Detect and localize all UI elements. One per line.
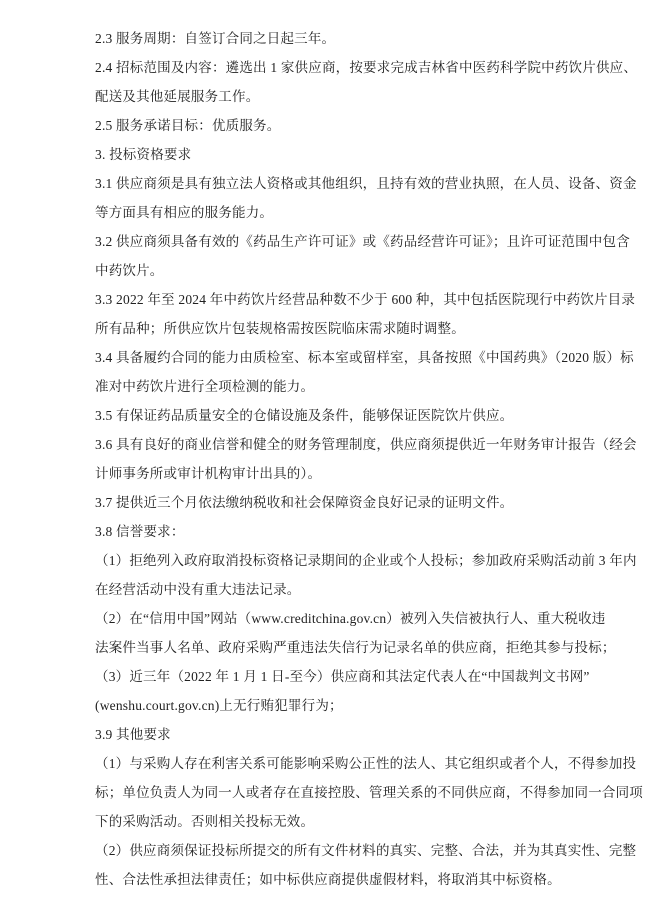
text-line: 性、合法性承担法律责任；如中标供应商提供虚假材料，将取消其中标资格。 xyxy=(95,872,561,887)
text-line: 准对中药饮片进行全项检测的能力。 xyxy=(95,379,315,394)
text-line: 所有品种；所供应饮片包装规格需按医院临床需求随时调整。 xyxy=(95,321,465,336)
paragraph-clause-3-6 xyxy=(95,430,640,488)
paragraph-clause-3-1 xyxy=(95,169,640,227)
paragraph-clause-3-7 xyxy=(95,488,640,517)
text-line: 3.5 有保证药品质量安全的仓储设施及条件，能够保证医院饮片供应。 xyxy=(95,408,514,423)
text-line: 2.3 服务周期：自签订合同之日起三年。 xyxy=(95,31,336,46)
text-line: 中药饮片。 xyxy=(95,263,164,278)
text-line: 配送及其他延展服务工作。 xyxy=(95,89,260,104)
text-line: （2）供应商须保证投标所提交的所有文件材料的真实、完整、合法，并为其真实性、完整 xyxy=(95,843,637,858)
paragraph-clause-3-5 xyxy=(95,401,640,430)
paragraph-clause-3-8-item-1 xyxy=(95,546,640,604)
text-line: 3.3 2022 年至 2024 年中药饮片经营品种数不少于 600 种，其中包括医院现行中药饮片目录 xyxy=(95,292,636,307)
paragraph-clause-2-5 xyxy=(95,111,640,140)
paragraph-clause-3-9-item-2 xyxy=(95,836,640,894)
text-line: 法案件当事人名单、政府采购严重违法失信行为记录名单的供应商，拒绝其参与投标； xyxy=(95,640,616,655)
paragraph-clause-3-9-item-1 xyxy=(95,749,643,836)
text-line: 3. 投标资格要求 xyxy=(95,147,192,162)
text-line: 3.4 具备履约合同的能力由质检室、标本室或留样室，具备按照《中国药典》（2020 版）标 xyxy=(95,350,634,365)
text-line: 标；单位负责人为同一人或者存在直接控股、管理关系的不同供应商，不得参加同一合同项 xyxy=(95,785,643,800)
paragraph-clause-3-8-item-2 xyxy=(95,604,640,662)
text-line: 下的采购活动。否则相关投标无效。 xyxy=(95,814,315,829)
text-line: 3.8 信誉要求： xyxy=(95,524,185,539)
text-line: 3.1 供应商须是具有独立法人资格或其他组织，且持有效的营业执照，在人员、设备、资金 xyxy=(95,176,637,191)
text-line: 2.4 招标范围及内容：遴选出 1 家供应商，按要求完成吉林省中医药科学院中药饮片供应、 xyxy=(95,60,638,75)
document-content xyxy=(95,24,643,894)
text-line: （2）在“信用中国”网站（www.creditchina.gov.cn）被列入失信被执行人、重大税收违 xyxy=(95,611,606,626)
paragraph-clause-3-8-heading xyxy=(95,517,640,546)
text-line: 计师事务所或审计机构审计出具的）。 xyxy=(95,466,322,481)
paragraph-clause-3-3 xyxy=(95,285,640,343)
paragraph-clause-3-2 xyxy=(95,227,640,285)
text-line: （1）拒绝列入政府取消投标资格记录期间的企业或个人投标；参加政府采购活动前 3 年内 xyxy=(95,553,637,568)
text-line: 2.5 服务承诺目标：优质服务。 xyxy=(95,118,281,133)
text-line: 3.6 具有良好的商业信誉和健全的财务管理制度，供应商须提供近一年财务审计报告（经会 xyxy=(95,437,637,452)
text-line: （3）近三年（2022 年 1 月 1 日-至今）供应商和其法定代表人在“中国裁判文书网” xyxy=(95,669,590,684)
paragraph-section-3-heading xyxy=(95,140,640,169)
text-line: 在经营活动中没有重大违法记录。 xyxy=(95,582,301,597)
paragraph-clause-2-3 xyxy=(95,24,640,53)
paragraph-clause-3-4 xyxy=(95,343,640,401)
paragraph-clause-2-4 xyxy=(95,53,640,111)
text-line: 3.7 提供近三个月依法缴纳税收和社会保障资金良好记录的证明文件。 xyxy=(95,495,514,510)
text-line: 3.2 供应商须具备有效的《药品生产许可证》或《药品经营许可证》；且许可证范围中包含 xyxy=(95,234,630,249)
paragraph-clause-3-8-item-3 xyxy=(95,662,640,720)
text-line: (wenshu.court.gov.cn)上无行贿犯罪行为； xyxy=(95,698,343,713)
text-line: 等方面具有相应的服务能力。 xyxy=(95,205,274,220)
text-line: 3.9 其他要求 xyxy=(95,727,171,742)
paragraph-clause-3-9-heading xyxy=(95,720,640,749)
text-line: （1）与采购人存在利害关系可能影响采购公正性的法人、其它组织或者个人，不得参加投 xyxy=(95,756,637,771)
